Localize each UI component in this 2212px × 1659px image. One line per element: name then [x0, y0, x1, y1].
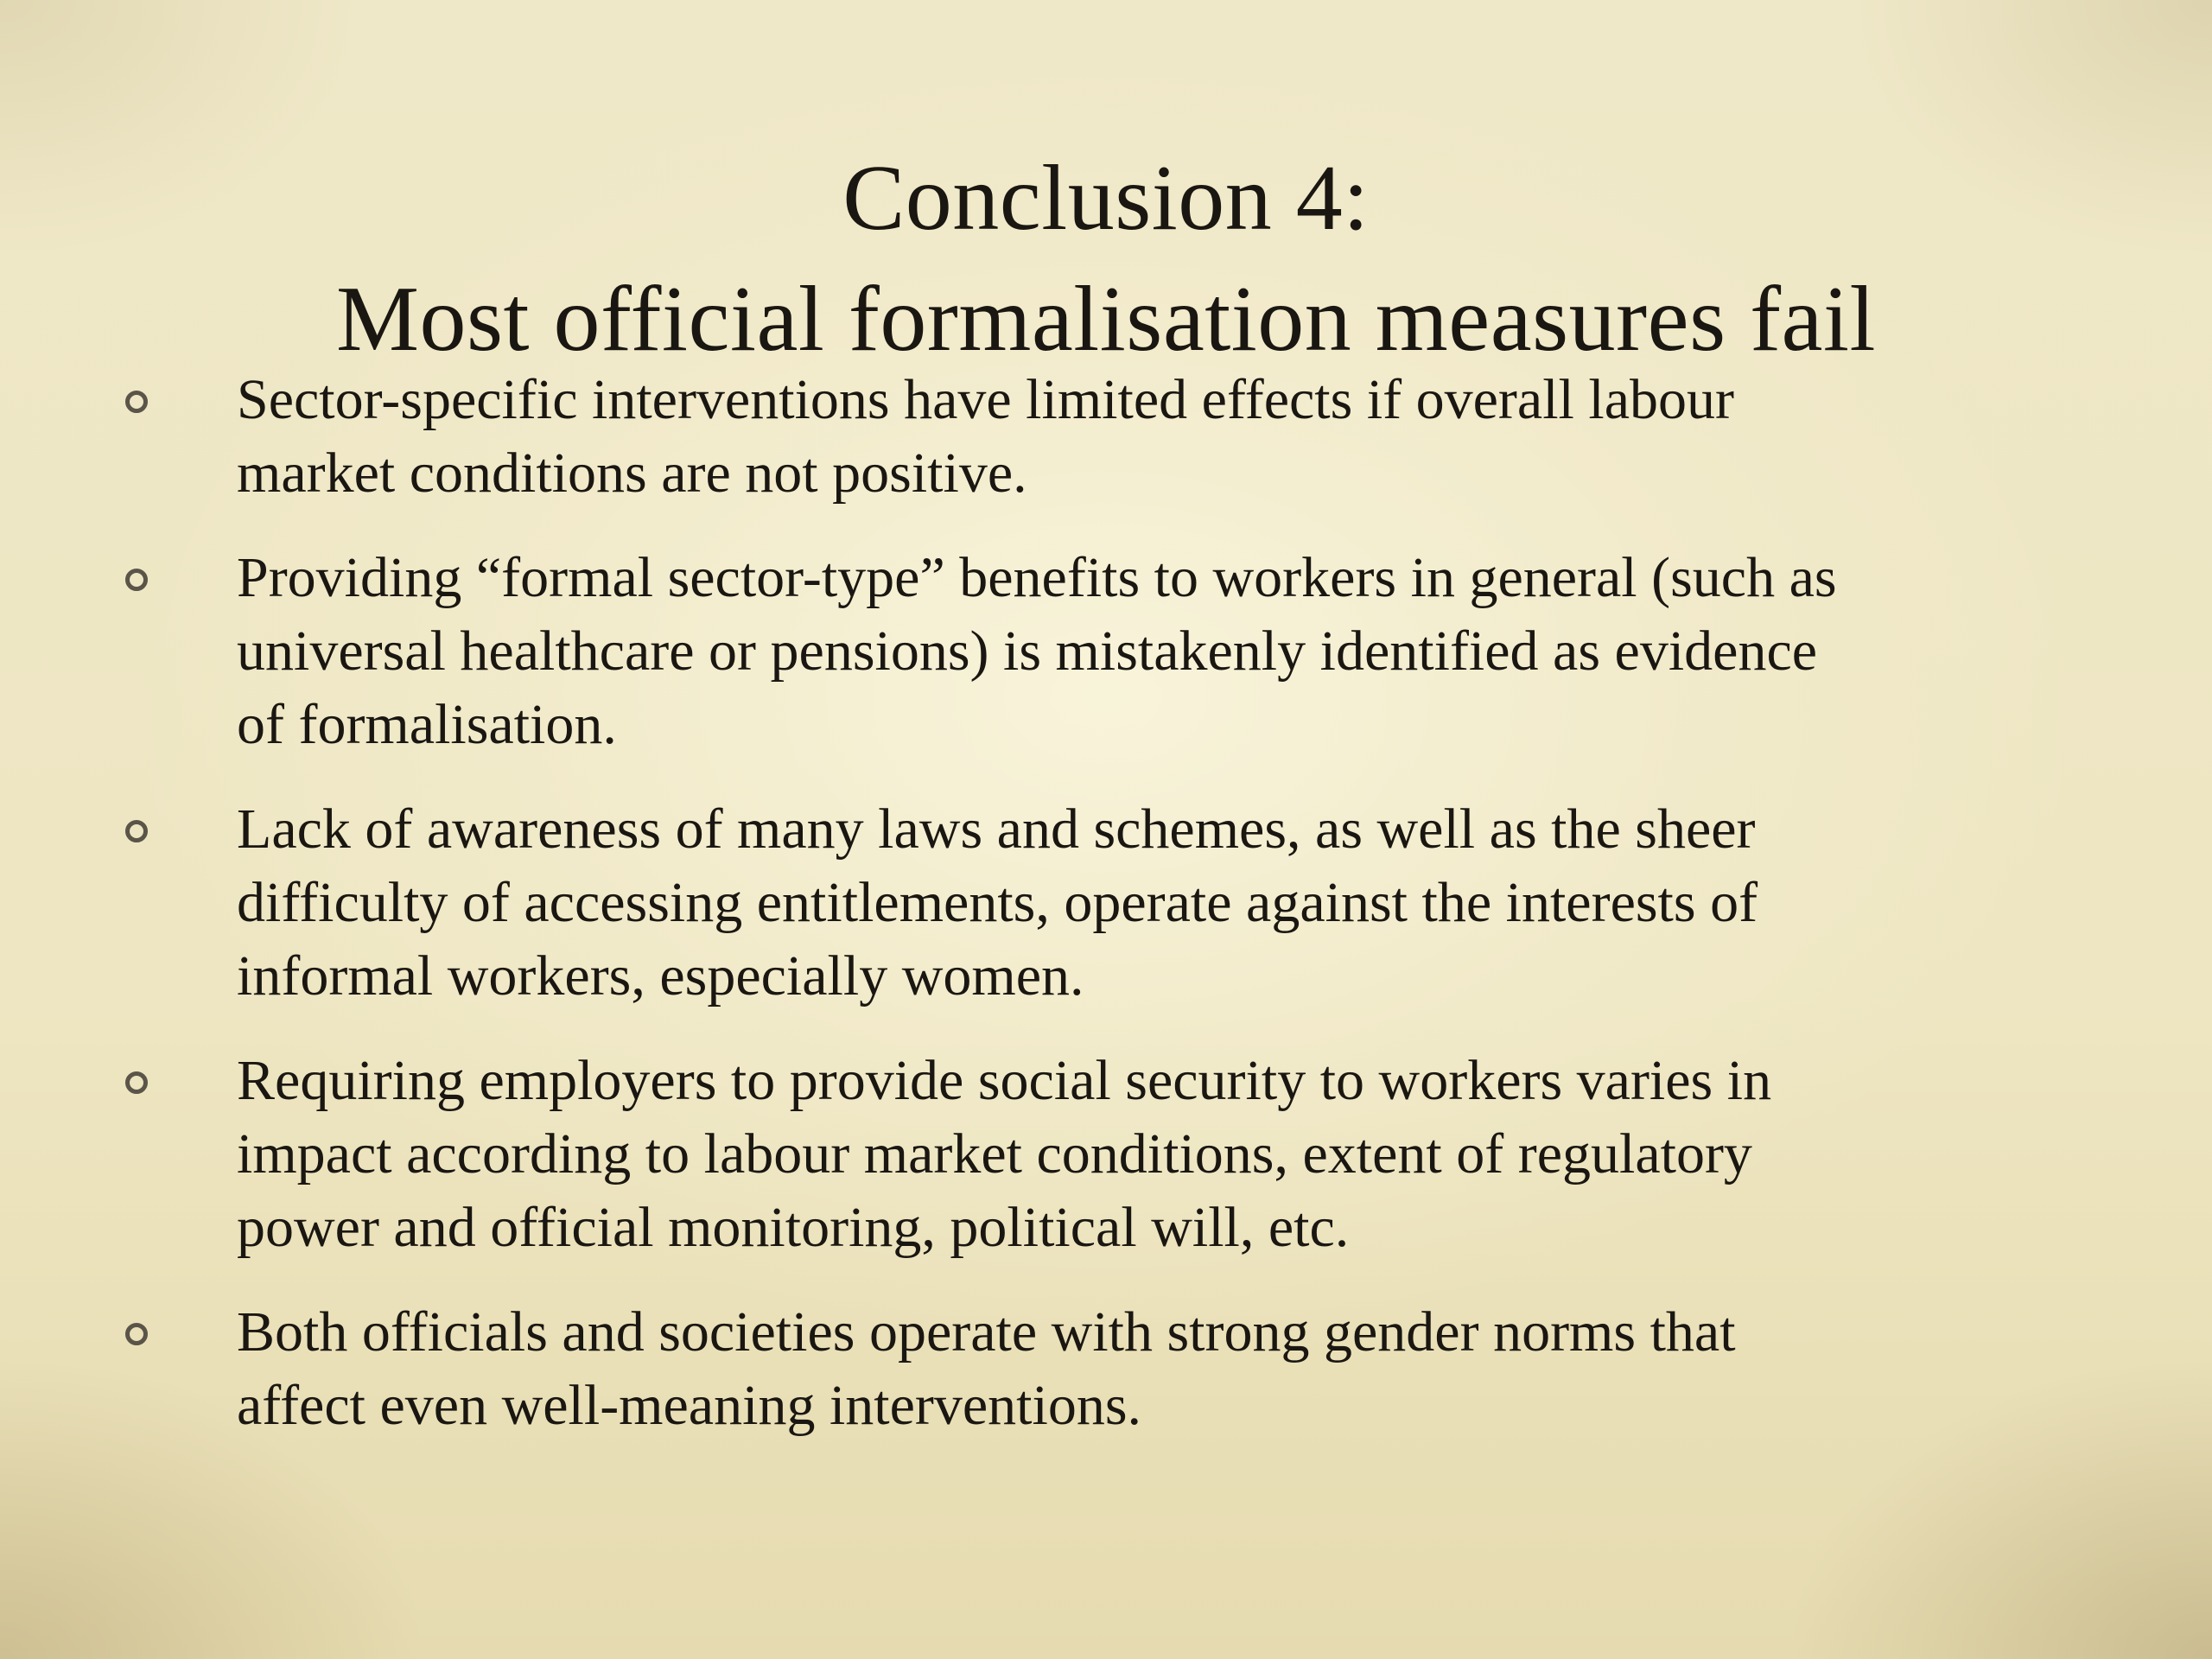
bullet-text	[237, 1295, 2108, 1442]
open-circle-bullet-icon	[124, 819, 149, 843]
bullet-line: Lack of awareness of many laws and schemes, as well as the sheer	[237, 798, 1756, 861]
bullet-line: difficulty of accessing entitlements, operate against the interests of	[237, 871, 1758, 934]
open-circle-bullet-icon	[124, 390, 149, 414]
bullet-item-1	[121, 363, 2108, 510]
bullet-item-3	[121, 792, 2108, 1013]
bullet-line: Providing “formal sector-type” benefits to workers in general (such as	[237, 546, 1837, 609]
bullet-line: Sector-specific interventions have limited effects if overall labour	[237, 368, 1734, 431]
bullet-line: Both officials and societies operate with strong gender norms that	[237, 1300, 1736, 1363]
title-line-1: Conclusion 4:	[842, 147, 1370, 251]
bullet-text	[237, 541, 2108, 761]
open-circle-bullet-icon	[124, 568, 149, 592]
bullet-list	[121, 363, 2108, 1473]
bullet-item-5	[121, 1295, 2108, 1442]
slide-title	[0, 138, 2212, 380]
bullet-item-2	[121, 541, 2108, 761]
bullet-line: affect even well-meaning interventions.	[237, 1374, 1142, 1437]
open-circle-bullet-icon	[124, 1071, 149, 1095]
bullet-line: power and official monitoring, political will, etc.	[237, 1196, 1350, 1259]
bullet-text	[237, 363, 2108, 510]
bullet-line: universal healthcare or pensions) is mistakenly identified as evidence	[237, 620, 1818, 683]
bullet-text	[237, 1044, 2108, 1264]
title-line-2: Most official formalisation measures fail	[335, 268, 1877, 372]
bullet-line: informal workers, especially women.	[237, 944, 1084, 1007]
bullet-item-4	[121, 1044, 2108, 1264]
bullet-text	[237, 792, 2108, 1013]
bullet-line: market conditions are not positive.	[237, 442, 1027, 505]
bullet-line: Requiring employers to provide social security to workers varies in	[237, 1049, 1772, 1112]
bullet-line: of formalisation.	[237, 693, 617, 756]
open-circle-bullet-icon	[124, 1322, 149, 1346]
bullet-line: impact according to labour market conditions, extent of regulatory	[237, 1122, 1752, 1185]
